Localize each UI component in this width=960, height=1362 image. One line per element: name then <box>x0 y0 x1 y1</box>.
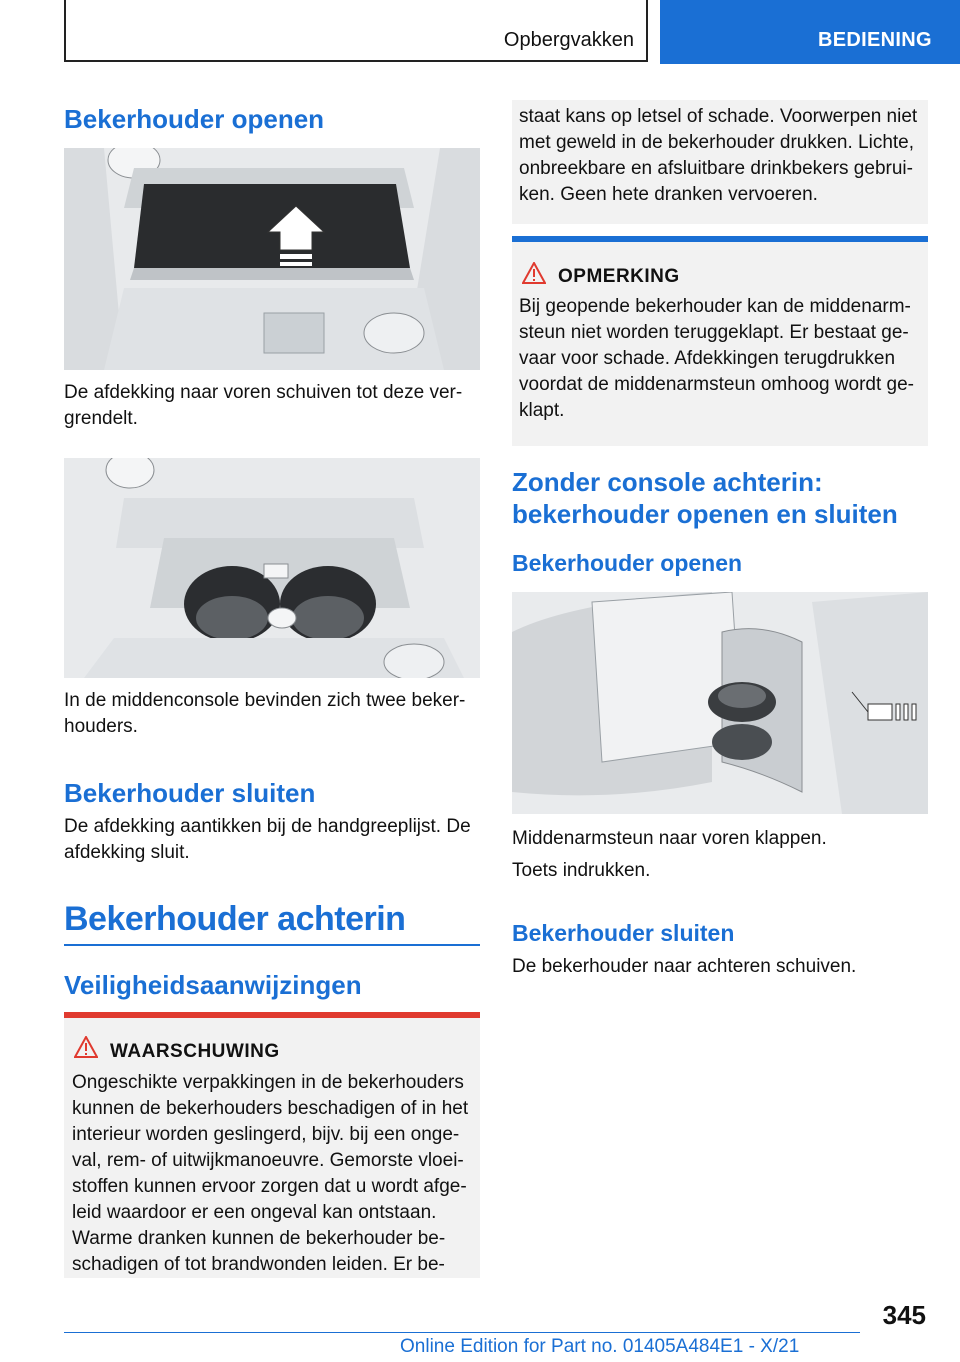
text-line: De afdekking naar voren schuiven tot deze ver- <box>64 382 463 403</box>
heading-cupholder-close: Bekerhouder sluiten <box>64 778 316 808</box>
text-line: interieur worden geslingerd, bijv. bij een onge- <box>72 1124 460 1145</box>
heading-cupholder-open: Bekerhouder openen <box>64 104 325 134</box>
heading-line: bekerhouder openen en sluiten <box>512 499 898 529</box>
text-line: vaar voor schade. Afdekkingen terugdrukken <box>519 348 896 369</box>
heading-cupholder-rear: Bekerhouder achterin <box>64 900 406 938</box>
paragraph-two-holders <box>64 688 465 740</box>
text-line: staat kans op letsel of schade. Voorwerpen niet <box>519 106 918 127</box>
heading-no-rear-console <box>512 466 898 530</box>
text-line: steun niet worden teruggeklapt. Er bestaat ge- <box>519 322 909 343</box>
text-line: afdekking sluit. <box>64 842 190 863</box>
page-number: 345 <box>882 1300 926 1330</box>
image-two-cupholders <box>64 458 480 678</box>
header-tab-label: BEDIENING <box>818 29 932 51</box>
image-rear-cupholder <box>512 592 928 814</box>
text-line: stoffen kunnen ervoor zorgen dat u wordt afge- <box>72 1176 467 1197</box>
notice-text <box>519 294 914 424</box>
text-line: Bij geopende bekerhouder kan de middenarm- <box>519 296 911 317</box>
warning-title: WAARSCHUWING <box>110 1041 280 1062</box>
section-rule <box>64 944 480 946</box>
header-tab <box>660 0 960 64</box>
text-line: In de middenconsole bevinden zich twee beker- <box>64 690 466 711</box>
paragraph-fold-armrest: Middenarmsteun naar voren klappen. <box>512 828 827 849</box>
text-line: klapt. <box>519 400 565 421</box>
heading-cupholder-open-rear: Bekerhouder openen <box>512 550 743 576</box>
text-line: val, rem- of uitwijkmanoeuvre. Gemorste vloei- <box>72 1150 464 1171</box>
text-line: houders. <box>64 716 138 737</box>
text-line: De afdekking aantikken bij de handgreeplijst. De <box>64 816 471 837</box>
notice-icon <box>522 262 546 284</box>
paragraph-slide-cover <box>64 380 462 432</box>
text-line: onbreekbare en afsluitbare drinkbekers gebrui- <box>519 158 913 179</box>
text-line: schadigen of tot brandwonden leiden. Er be- <box>72 1254 445 1275</box>
footer-rule <box>64 1332 860 1333</box>
warning-text-continued <box>519 104 917 208</box>
text-line: met geweld in de bekerhouder drukken. Lichte, <box>519 132 915 153</box>
warning-text <box>72 1070 468 1278</box>
text-line: Ongeschikte verpakkingen in de bekerhouders <box>72 1072 464 1093</box>
text-line: Warme dranken kunnen de bekerhouder be- <box>72 1228 446 1249</box>
paragraph-close-rear: De bekerhouder naar achteren schuiven. <box>512 956 857 977</box>
notice-title: OPMERKING <box>558 266 680 287</box>
heading-line: Zonder console achterin: <box>512 467 823 497</box>
header-section-box <box>64 0 648 62</box>
text-line: grendelt. <box>64 408 138 429</box>
text-line: ken. Geen hete dranken vervoeren. <box>519 184 818 205</box>
heading-cupholder-close-rear: Bekerhouder sluiten <box>512 920 735 946</box>
image-cover-slide <box>64 148 480 370</box>
paragraph-press-button: Toets indrukken. <box>512 860 651 881</box>
warning-icon <box>74 1036 98 1058</box>
footer-edition: Online Edition for Part no. 01405A484E1 - X/21 <box>400 1336 800 1357</box>
text-line: leid waardoor er een ongeval kan ontstaan. <box>72 1202 437 1223</box>
paragraph-close <box>64 814 471 866</box>
text-line: kunnen de bekerhouders beschadigen of in het <box>72 1098 469 1119</box>
heading-safety: Veiligheidsaanwijzingen <box>64 970 362 1000</box>
header-section-title: Opbergvakken <box>503 29 634 51</box>
text-line: voordat de middenarmsteun omhoog wordt ge- <box>519 374 915 395</box>
